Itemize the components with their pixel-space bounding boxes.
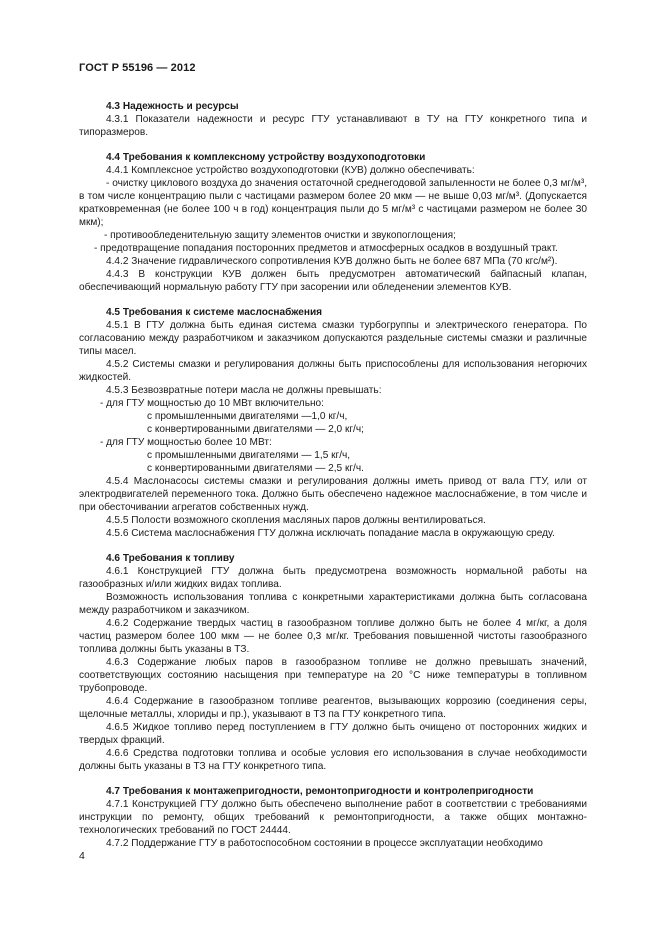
section-title: 4.7 Требования к монтажепригодности, ремонтопригодности и контролепригодности	[106, 786, 534, 797]
list-item: - противообледенительную защиту элементов очистки и звукопоглощения;	[104, 230, 456, 241]
paragraph: 4.4.1 Комплексное устройство воздухоподготовки (КУВ) должно обеспечивать:	[106, 165, 475, 176]
section-4-4	[79, 151, 587, 294]
paragraph: 4.7.2 Поддержание ГТУ в работоспособном состоянии в процессе эксплуатации необходимо	[106, 838, 543, 849]
paragraph: 4.3.1 Показатели надежности и ресурс ГТУ устанавливают в ТУ на ГТУ конкретного типа и типоразмеров.	[79, 114, 587, 138]
paragraph: 4.5.2 Системы смазки и регулирования должны быть приспособлены для использования негорючих жидкостей.	[79, 359, 587, 383]
paragraph: 4.6.1 Конструкцией ГТУ должна быть предусмотрена возможность нормальной работы на газообразных и/или жидких видах топлива.	[79, 566, 587, 590]
paragraph: 4.5.3 Безвозвратные потери масла не должны превышать:	[106, 385, 382, 396]
paragraph: 4.6.4 Содержание в газообразном топливе реагентов, вызывающих коррозию (соединения серы, щелочные металлы, хлориды и пр.), указывают в ТЗ па ГТУ конкретного типа.	[79, 696, 587, 720]
paragraph: 4.4.3 В конструкции КУВ должен быть предусмотрен автоматический байпасный клапан, обеспечивающий нормальную работу ГТУ при засорении или обледенении элементов КУВ.	[79, 269, 587, 293]
paragraph: 4.6.6 Средства подготовки топлива и особые условия его использования в случае необходимости должны быть указаны в ТЗ на ГТУ конкретного типа.	[79, 748, 587, 772]
list-subitem: с конвертированными двигателями — 2,0 кг/ч;	[147, 424, 364, 435]
section-title: 4.6 Требования к топливу	[106, 553, 235, 564]
list-item: - предотвращение попадания посторонних предметов и атмосферных осадков в воздушный тракт.	[94, 243, 558, 254]
paragraph: 4.4.2 Значение гидравлического сопротивления КУВ должно быть не более 687 МПа (70 кгс/м²).	[106, 256, 558, 267]
paragraph: 4.7.1 Конструкцией ГТУ должно быть обеспечено выполнение работ в соответствии с требованиями инструкции по ремонту, общих требований к ремонтопригодности, а также общих монтажно-технологических требований по ГОСТ 24444.	[79, 799, 587, 836]
section-4-5	[79, 306, 587, 540]
paragraph: 4.5.6 Система маслоснабжения ГТУ должна исключать попадание масла в окружающую среду.	[106, 528, 555, 539]
list-subitem: с промышленными двигателями —1,0 кг/ч,	[147, 411, 348, 422]
paragraph: 4.5.1 В ГТУ должна быть единая система смазки турбогруппы и электрического генератора. По согласованию между разработчиком и заказчиком допускаются раздельные системы смазки и различные типы масел.	[79, 320, 587, 357]
section-4-3	[79, 100, 587, 139]
document-body	[79, 100, 587, 862]
section-title: 4.4 Требования к комплексному устройству воздухоподготовки	[106, 152, 426, 163]
section-4-7	[79, 785, 587, 850]
document-header: ГОСТ Р 55196 — 2012	[79, 62, 196, 74]
paragraph: 4.6.3 Содержание любых паров в газообразном топливе не должно превышать значений, соответствующих состоянию насыщения при температуре на 20 °С ниже температуры в топливном трубопроводе.	[79, 657, 587, 694]
paragraph: 4.6.2 Содержание твердых частиц в газообразном топливе должно быть не более 4 мг/кг, а доля частиц размером более 100 мкм — не более 0,3 мг/кг. Требования повышенной чистоты газообразного топлива должны быть указаны в ТЗ.	[79, 618, 587, 655]
paragraph: 4.5.5 Полости возможного скопления масляных паров должны вентилироваться.	[106, 515, 486, 526]
section-4-6	[79, 552, 587, 773]
paragraph: 4.6.5 Жидкое топливо перед поступлением в ГТУ должно быть очищено от посторонних жидких и твердых фракций.	[79, 722, 587, 746]
section-title: 4.3 Надежность и ресурсы	[106, 101, 239, 112]
section-title: 4.5 Требования к системе маслоснабжения	[106, 307, 323, 318]
page-number: 4	[79, 850, 85, 862]
list-item: - очистку циклового воздуха до значения остаточной среднегодовой запыленности не более 0,3 мг/м³, в том числе концентрацию пыли с частицами размером более 20 мкм — не выше 0,03 мг/м³. (Допускается кратковременная (не более 100 ч в год) концентрация пыли до 5 мг/м³ с частицами размером не более 30 мкм);	[79, 178, 587, 228]
paragraph: 4.5.4 Маслонасосы системы смазки и регулирования должны иметь привод от вала ГТУ, или от электродвигателей переменного тока. Должно быть обеспечено надежное маслоснабжение, в том числе и при обесточивании агрегатов собственных нужд.	[79, 476, 587, 513]
paragraph: Возможность использования топлива с конкретными характеристиками должна быть согласована между разработчиком и заказчиком.	[79, 592, 587, 616]
list-subitem: с промышленными двигателями — 1,5 кг/ч,	[147, 450, 351, 461]
list-item: - для ГТУ мощностью до 10 МВт включительно:	[100, 398, 324, 409]
list-subitem: с конвертированными двигателями — 2,5 кг/ч.	[147, 463, 364, 474]
list-item: - для ГТУ мощностью более 10 МВт:	[100, 437, 272, 448]
